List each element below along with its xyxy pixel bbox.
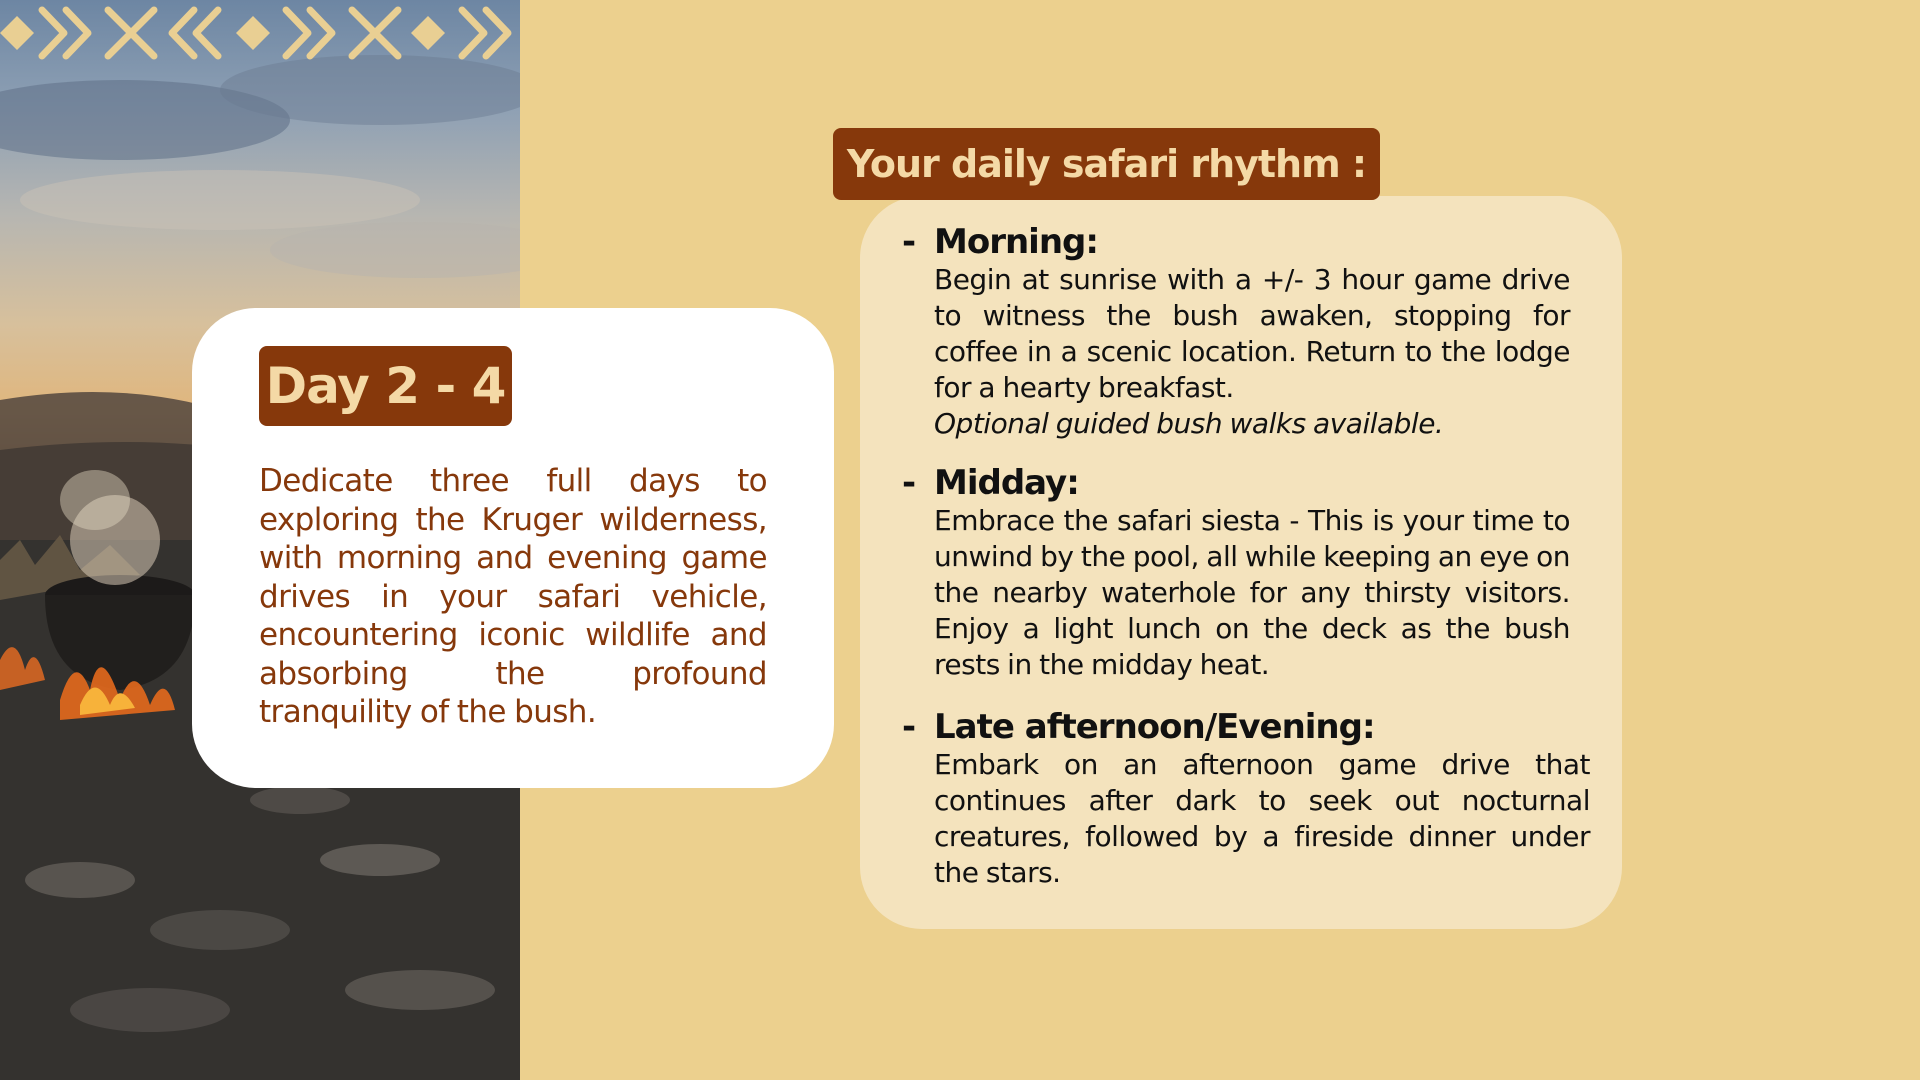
section-title: Midday: — [934, 463, 1079, 503]
section-body: Embrace the safari siesta - This is your time to unwind by the pool, all while keeping an eye on the nearby waterhole for any thirsty visitors. Enjoy a light lunch on the deck as the bush rests in the midday heat. — [934, 504, 1570, 681]
section-note: Optional guided bush walks available. — [934, 407, 1444, 440]
section-late-afternoon-evening — [902, 707, 1592, 891]
section-heading — [902, 222, 1592, 262]
tribal-chevron-pattern-icon — [0, 0, 520, 70]
section-morning — [902, 222, 1592, 442]
section-midday — [902, 463, 1592, 683]
section-title: Morning: — [934, 222, 1098, 262]
section-text: Begin at sunrise with a +/- 3 hour game drive to witness the bush awaken, stopping for coffee in a scenic location. Return to the lodge for a hearty breakfast. — [934, 263, 1570, 404]
bullet-dash: - — [902, 707, 916, 747]
bullet-dash: - — [902, 463, 916, 503]
day-badge: Day 2 - 4 — [259, 346, 512, 426]
bullet-dash: - — [902, 222, 916, 262]
rhythm-header: Your daily safari rhythm : — [833, 128, 1380, 200]
section-heading — [902, 463, 1592, 503]
section-heading — [902, 707, 1592, 747]
section-title: Late afternoon/Evening: — [934, 707, 1375, 747]
section-body — [934, 262, 1570, 442]
day-description: Dedicate three full days to exploring the Kruger wilderness, with morning and evening game drives in your safari vehicle, encountering iconic wildlife and absorbing the profound tranquility of the bush. — [259, 463, 767, 730]
section-body: Embark on an afternoon game drive that continues after dark to seek out nocturnal creatures, followed by a fireside dinner under the stars. — [934, 748, 1590, 889]
